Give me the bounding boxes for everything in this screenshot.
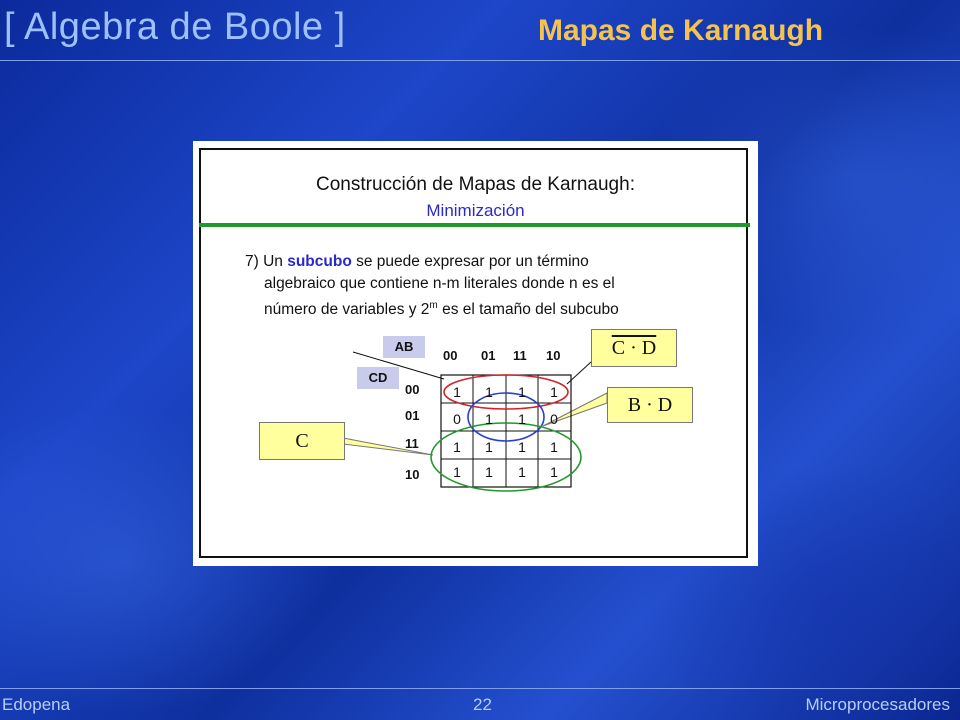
kmap-cell: 1: [485, 439, 493, 455]
kmap-cell: 1: [453, 384, 461, 400]
kmap-cell: 1: [453, 439, 461, 455]
col-header-10: 10: [546, 348, 561, 363]
slide-header-title: [ Algebra de Boole ]: [4, 6, 346, 48]
col-header-11: 11: [513, 348, 527, 363]
row-header-01: 01: [405, 408, 420, 423]
kmap-cell: 0: [453, 411, 461, 427]
row-header-11: 11: [405, 436, 419, 451]
footer-course: Microprocesadores: [805, 695, 950, 714]
line3-b: es el tamaño del subcubo: [437, 301, 619, 319]
col-header-01: 01: [481, 348, 496, 363]
kmap-cell: 1: [518, 464, 526, 480]
slide-header-subtitle: Mapas de Karnaugh: [538, 14, 824, 47]
footer-page-number: 22: [473, 695, 492, 714]
c-callout-arrow: [343, 438, 433, 455]
kmap-cell: 0: [550, 411, 558, 427]
header-divider: [0, 60, 960, 61]
kmap-cell: 1: [518, 384, 526, 400]
kmap-cell: 1: [518, 411, 526, 427]
kmap-cell: 1: [550, 384, 558, 400]
kmap-slide-title: Construcción de Mapas de Karnaugh:: [316, 174, 635, 195]
callout-c-bar-d-bar-text: C · D: [611, 337, 657, 359]
callout-b-d: B · D: [607, 387, 693, 423]
embedded-slide-image: [193, 141, 758, 566]
kmap-cell: 1: [550, 439, 558, 455]
kmap-cell: 1: [485, 411, 493, 427]
line2: algebraico que contiene n-m literales donde n es el: [264, 275, 615, 292]
col-header-00: 00: [443, 348, 458, 363]
line3-a: número de variables y 2: [264, 301, 430, 319]
ab-label: AB: [383, 336, 425, 358]
footer-author: Edopena: [2, 695, 71, 714]
line3-sup: m: [429, 300, 438, 311]
footer-divider: [0, 688, 960, 689]
callout-c-bar-d-bar: [591, 329, 677, 367]
line1-rest: se puede expresar por un término: [351, 253, 589, 270]
callout-c: C: [259, 422, 345, 460]
kmap-cell: 1: [518, 439, 526, 455]
kmap-slide-subtitle: Minimización: [426, 201, 525, 220]
label-pointer-line: [353, 352, 444, 379]
row-header-10: 10: [405, 467, 420, 482]
row-header-00: 00: [405, 382, 420, 397]
kmap-cell: 1: [453, 464, 461, 480]
kmap-cell: 1: [485, 464, 493, 480]
item-prefix: 7) Un: [245, 253, 288, 270]
kmap-cell: 1: [485, 384, 493, 400]
kmap-cell: 1: [550, 464, 558, 480]
cd-label: CD: [357, 367, 399, 389]
keyword-subcubo: subcubo: [287, 253, 352, 270]
